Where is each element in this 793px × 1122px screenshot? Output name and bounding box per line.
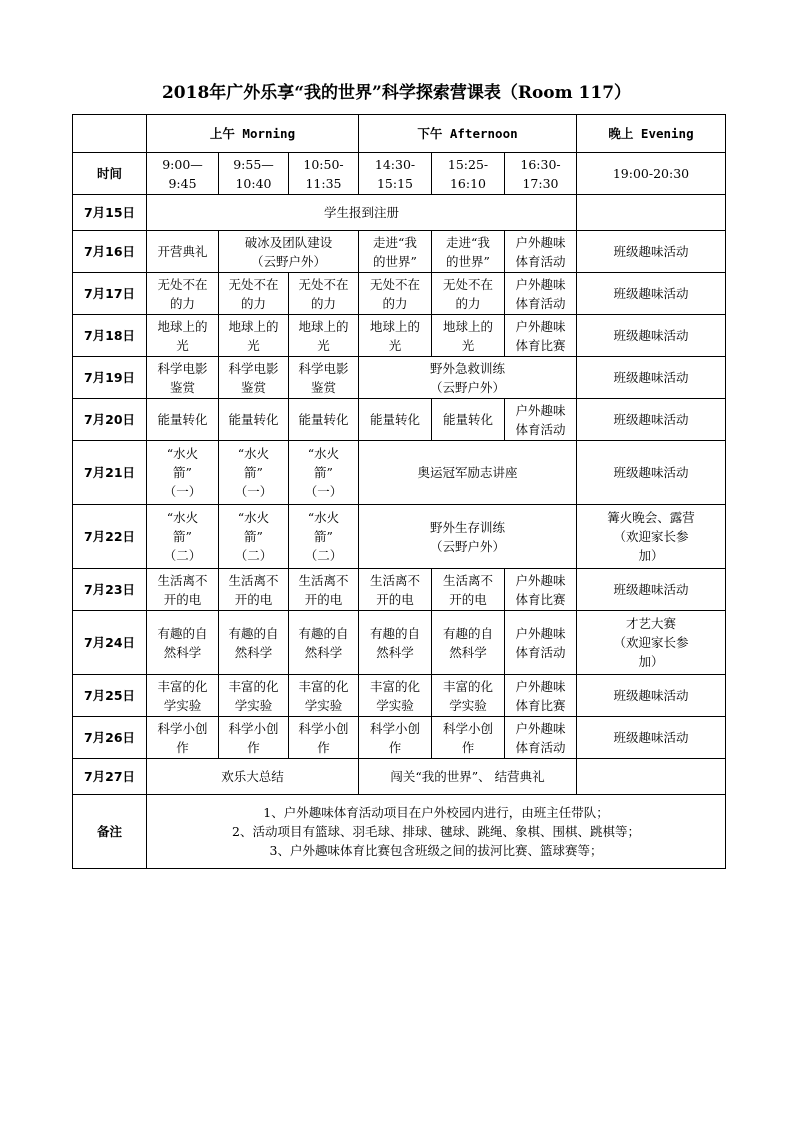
activity-cell: 能量转化 [147, 399, 219, 441]
activity-cell: 丰富的化 学实验 [289, 675, 359, 717]
evening-cell: 班级趣味活动 [577, 399, 726, 441]
activity-cell: 野外急救训练 （云野户外） [359, 357, 577, 399]
activity-cell: 奥运冠军励志讲座 [359, 441, 577, 505]
evening-cell: 班级趣味活动 [577, 717, 726, 759]
date-cell: 7月27日 [73, 759, 147, 795]
time-slot: 19:00-20:30 [577, 153, 726, 195]
evening-cell: 班级趣味活动 [577, 315, 726, 357]
activity-cell: 走进“我 的世界” [432, 231, 505, 273]
time-label: 时间 [73, 153, 147, 195]
date-cell: 7月16日 [73, 231, 147, 273]
activity-cell: 地球上的 光 [359, 315, 432, 357]
evening-cell: 才艺大赛 （欢迎家长参 加） [577, 611, 726, 675]
activity-cell: 户外趣味 体育比赛 [505, 675, 577, 717]
activity-cell: 无处不在 的力 [359, 273, 432, 315]
activity-cell: 丰富的化 学实验 [359, 675, 432, 717]
evening-header: 晚上 Evening [577, 115, 726, 153]
activity-cell: 科学电影 鉴赏 [147, 357, 219, 399]
date-cell: 7月24日 [73, 611, 147, 675]
table-row [73, 759, 726, 795]
activity-cell: 野外生存训练 （云野户外） [359, 505, 577, 569]
table-row [73, 357, 726, 399]
activity-cell: 开营典礼 [147, 231, 219, 273]
table-row [73, 231, 726, 273]
activity-cell: 生活离不 开的电 [147, 569, 219, 611]
table-row [73, 399, 726, 441]
morning-header: 上午 Morning [147, 115, 359, 153]
table-row [73, 315, 726, 357]
corner-cell [73, 115, 147, 153]
notes-cell [147, 795, 726, 869]
time-slot: 9:00— 9:45 [147, 153, 219, 195]
table-row [73, 441, 726, 505]
activity-cell: 户外趣味 体育比赛 [505, 569, 577, 611]
activity-cell: 能量转化 [432, 399, 505, 441]
date-cell: 7月23日 [73, 569, 147, 611]
activity-cell: 地球上的 光 [289, 315, 359, 357]
date-cell: 7月20日 [73, 399, 147, 441]
table-row [73, 611, 726, 675]
activity-cell: 学生报到注册 [147, 195, 577, 231]
time-slot: 10:50- 11:35 [289, 153, 359, 195]
time-slot: 9:55— 10:40 [219, 153, 289, 195]
activity-cell: 生活离不 开的电 [219, 569, 289, 611]
evening-cell: 班级趣味活动 [577, 569, 726, 611]
activity-cell: “水火 箭” （一） [219, 441, 289, 505]
table-row [73, 675, 726, 717]
activity-cell: 有趣的自 然科学 [219, 611, 289, 675]
table-row [73, 273, 726, 315]
activity-cell: 能量转化 [359, 399, 432, 441]
activity-cell: 能量转化 [289, 399, 359, 441]
activity-cell: 户外趣味 体育活动 [505, 611, 577, 675]
activity-cell: 无处不在 的力 [289, 273, 359, 315]
activity-cell: 走进“我 的世界” [359, 231, 432, 273]
activity-cell: 科学电影 鉴赏 [219, 357, 289, 399]
activity-cell: “水火 箭” （二） [219, 505, 289, 569]
date-cell: 7月19日 [73, 357, 147, 399]
activity-cell: 生活离不 开的电 [432, 569, 505, 611]
date-cell: 7月15日 [73, 195, 147, 231]
evening-cell [577, 195, 726, 231]
activity-cell: “水火 箭” （二） [147, 505, 219, 569]
activity-cell: “水火 箭” （二） [289, 505, 359, 569]
activity-cell: 科学小创 作 [432, 717, 505, 759]
afternoon-header: 下午 Afternoon [359, 115, 577, 153]
activity-cell: 无处不在 的力 [219, 273, 289, 315]
activity-cell: 户外趣味 体育活动 [505, 399, 577, 441]
evening-cell: 篝火晚会、露营 （欢迎家长参 加） [577, 505, 726, 569]
note-line: 1、户外趣味体育活动项目在户外校园内进行，由班主任带队； [263, 805, 609, 820]
activity-cell: 地球上的 光 [147, 315, 219, 357]
activity-cell: 闯关“我的世界”、 结营典礼 [359, 759, 577, 795]
header-row-periods [73, 115, 726, 153]
note-line: 2、活动项目有篮球、羽毛球、排球、毽球、跳绳、象棋、围棋、跳棋等； [232, 824, 640, 839]
evening-cell [577, 759, 726, 795]
activity-cell: 能量转化 [219, 399, 289, 441]
activity-cell: “水火 箭” （一） [289, 441, 359, 505]
time-slot: 15:25- 16:10 [432, 153, 505, 195]
activity-cell: 科学小创 作 [289, 717, 359, 759]
activity-cell: 户外趣味 体育活动 [505, 717, 577, 759]
date-cell: 7月17日 [73, 273, 147, 315]
evening-cell: 班级趣味活动 [577, 231, 726, 273]
notes-row [73, 795, 726, 869]
activity-cell: 欢乐大总结 [147, 759, 359, 795]
activity-cell: 地球上的 光 [219, 315, 289, 357]
activity-cell: 科学小创 作 [359, 717, 432, 759]
time-slot: 16:30- 17:30 [505, 153, 577, 195]
header-row-times [73, 153, 726, 195]
evening-cell: 班级趣味活动 [577, 357, 726, 399]
evening-cell: 班级趣味活动 [577, 675, 726, 717]
activity-cell: 科学电影 鉴赏 [289, 357, 359, 399]
table-row [73, 195, 726, 231]
date-cell: 7月25日 [73, 675, 147, 717]
activity-cell: 户外趣味 体育比赛 [505, 315, 577, 357]
table-row [73, 717, 726, 759]
activity-cell: 有趣的自 然科学 [359, 611, 432, 675]
activity-cell: 有趣的自 然科学 [432, 611, 505, 675]
activity-cell: 科学小创 作 [147, 717, 219, 759]
table-row [73, 505, 726, 569]
activity-cell: 破冰及团队建设 （云野户外） [219, 231, 359, 273]
activity-cell: 户外趣味 体育活动 [505, 231, 577, 273]
activity-cell: 丰富的化 学实验 [219, 675, 289, 717]
table-row [73, 569, 726, 611]
page-title: 2018年广外乐享“我的世界”科学探索营课表（Room 117） [161, 83, 632, 103]
evening-cell: 班级趣味活动 [577, 273, 726, 315]
date-cell: 7月26日 [73, 717, 147, 759]
activity-cell: 生活离不 开的电 [289, 569, 359, 611]
date-cell: 7月21日 [73, 441, 147, 505]
activity-cell: 有趣的自 然科学 [289, 611, 359, 675]
schedule-table [72, 114, 726, 869]
activity-cell: 丰富的化 学实验 [432, 675, 505, 717]
activity-cell: 有趣的自 然科学 [147, 611, 219, 675]
note-line: 3、户外趣味体育比赛包含班级之间的拔河比赛、篮球赛等； [269, 843, 603, 858]
activity-cell: 科学小创 作 [219, 717, 289, 759]
activity-cell: “水火 箭” （一） [147, 441, 219, 505]
activity-cell: 生活离不 开的电 [359, 569, 432, 611]
activity-cell: 无处不在 的力 [432, 273, 505, 315]
activity-cell: 无处不在 的力 [147, 273, 219, 315]
notes-label: 备注 [73, 795, 147, 869]
activity-cell: 地球上的 光 [432, 315, 505, 357]
activity-cell: 户外趣味 体育活动 [505, 273, 577, 315]
date-cell: 7月18日 [73, 315, 147, 357]
evening-cell: 班级趣味活动 [577, 441, 726, 505]
date-cell: 7月22日 [73, 505, 147, 569]
activity-cell: 丰富的化 学实验 [147, 675, 219, 717]
time-slot: 14:30- 15:15 [359, 153, 432, 195]
